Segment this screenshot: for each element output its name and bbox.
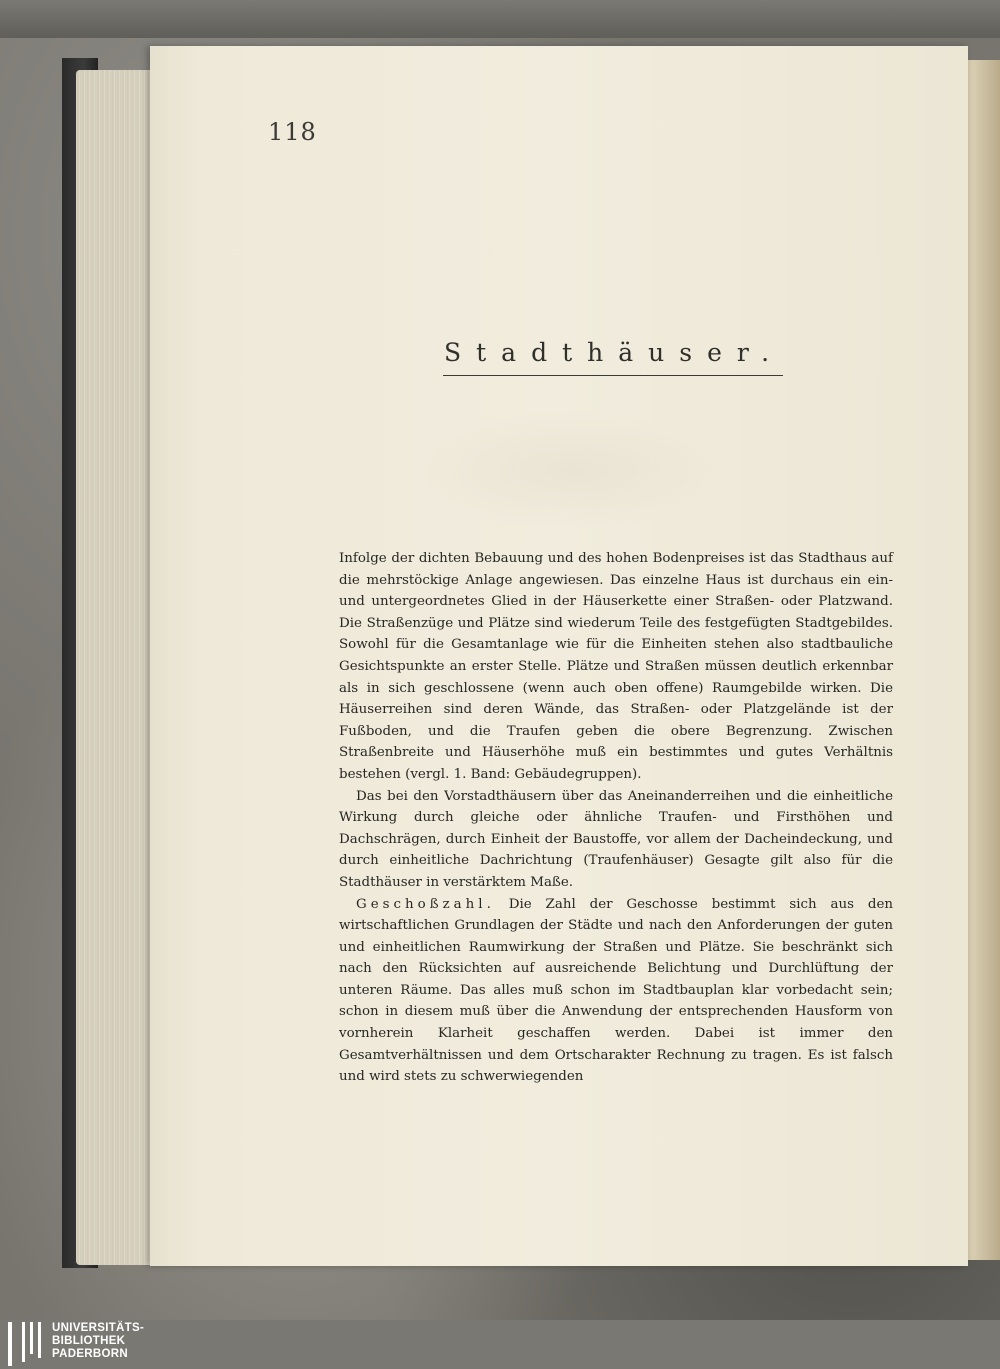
title-underline bbox=[443, 375, 783, 376]
footer-bar bbox=[0, 1320, 1000, 1369]
paragraph-text: Infolge der dichten Bebauung und des hohen Bodenpreises ist das Stadthaus auf die mehrstöckige Anlage angewiesen. Das einzelne Haus ist durchaus ein ein- und untergeordnetes Glied in der Häuserkette einer Straßen- oder Platzwand. Die Straßenzüge und Plätze sind wiederum Teile des festgefügten Stadtgebildes. Sowohl für die Gesamtanlage wie für die Einheiten stehen also stadtbauliche Gesichtspunkte an erster Stelle. Plätze und Straßen müssen deutlich erkennbar als in sich geschlossene (wenn auch oben offene) Raumgebilde wirken. Die Häuserreihen sind deren Wände, das Straßen- oder Platzgelände ist der Fußboden, und die Traufen geben die obere Begrenzung. Zwischen Straßenbreite und Häuserhöhe muß ein bestimmtes und gutes Verhältnis bestehen (vergl. 1. Band: Gebäudegruppen). bbox=[339, 551, 893, 782]
top-background bbox=[0, 0, 1000, 40]
page-number: 118 bbox=[268, 118, 317, 146]
paragraph-text: Das bei den Vorstadthäusern über das Aneinanderreihen und die einheitliche Wirkung durch gleiche oder ähnliche Traufen- und Firsthöhen und Dachschrägen, durch Einheit der Baustoffe, vor allem der Dacheindeckung, und durch einheitliche Dachrichtung (Traufenhäuser) Gesagte gilt also für die Stadthäuser in verstärktem Maße. bbox=[339, 788, 893, 890]
page-edges bbox=[76, 70, 160, 1265]
paragraph-2 bbox=[339, 786, 893, 894]
paragraph-3 bbox=[339, 894, 893, 1088]
section-heading: Geschoßzahl. bbox=[356, 896, 495, 912]
library-logo-icon bbox=[8, 1322, 44, 1366]
logo-line: BIBLIOTHEK bbox=[52, 1335, 126, 1347]
paragraph-text: Die Zahl der Geschosse bestimmt sich aus den wirtschaftlichen Grundlagen der Städte und nach den Anforderungen der guten und einheitlichen Raumwirkung der Straßen und Plätze. Sie beschränkt sich nach den Rücksichten auf ausreichende Belichtung und Durchlüftung der unteren Räume. Das alles muß schon im Stadtbauplan klar vorbedacht sein; schon in diesem muß über die Anwendung der entsprechenden Hausform von vornherein Klarheit geschaffen werden. Dabei ist immer den Gesamtverhältnissen und dem Ortscharakter Rechnung zu tragen. Es ist falsch und wird stets zu schwerwiegenden bbox=[339, 896, 893, 1085]
library-logo-text bbox=[52, 1322, 144, 1361]
paragraph-1 bbox=[339, 548, 893, 786]
body-text bbox=[339, 548, 893, 1088]
chapter-title: Stadthäuser. bbox=[444, 338, 785, 367]
show-through-shadow bbox=[420, 410, 720, 530]
logo-line: PADERBORN bbox=[52, 1348, 128, 1360]
logo-line: UNIVERSITÄTS- bbox=[52, 1322, 145, 1334]
